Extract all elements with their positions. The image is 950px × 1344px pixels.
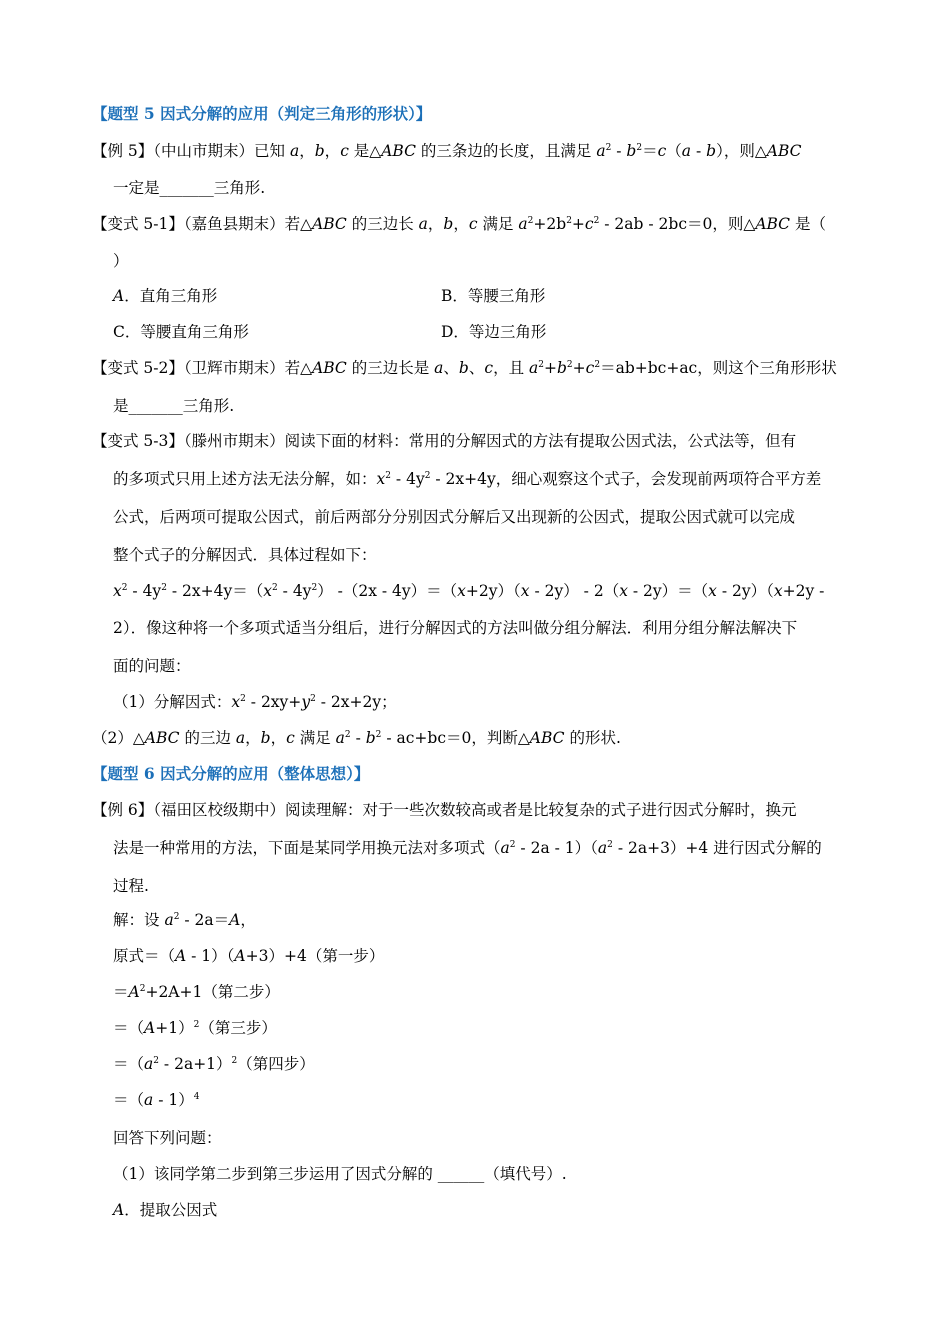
text-line: $=(A+1)^2$（第三步） (113, 1019, 277, 1037)
text-line: 原式＝（A - 1）（A+3）+4（第一步） (113, 947, 385, 965)
text-line: 【变式 5-3】（滕州市期末）阅读下面的材料：常用的分解因式的方法有提取公因式法，公式法等，但有 (92, 432, 797, 450)
text-line: 解：设 $a^2 - 2a=A$， (113, 911, 256, 929)
text-line: 【变式 5-2】（卫辉市期末）若△ABC 的三边长是 a、b、c，且 $a^2+b^2+c^2=ab+bc+ac$，则这个三角形形状 (92, 359, 837, 377)
text-line: 整个式子的分解因式．具体过程如下： (113, 546, 377, 564)
text-line: A．直角三角形 (113, 287, 218, 305)
text-line: （2）△ABC 的三边 a，b，c 满足 $a^2 - b^2 - ac+bc=0$，判断△ABC 的形状. (92, 729, 621, 747)
text-line: ） (113, 252, 129, 270)
text-line: 【例 5】（中山市期末）已知 a，b，c 是△ABC 的三条边的长度，且满足 $a^2 - b^2=c(a - b)$，则△ABC (92, 142, 802, 160)
text-line: 回答下列问题： (113, 1129, 222, 1147)
text-line: B．等腰三角形 (441, 287, 546, 305)
text-line: 是_______三角形. (113, 397, 235, 415)
text-line: 的多项式只用上述方法无法分解，如：$x^2 - 4y^2 - 2x+4y$，细心观察这个式子，会发现前两项符合平方差 (113, 470, 822, 488)
section-heading: 【题型 6 因式分解的应用（整体思想）】 (92, 764, 370, 783)
text-line: ＝（a - 1）$^4$ (113, 1091, 200, 1109)
text-line: 公式，后两项可提取公因式，前后两部分分别因式分解后又出现新的公因式，提取公因式就可以完成 (113, 508, 796, 526)
text-line: 【例 6】（福田区校级期中）阅读理解：对于一些次数较高或者是比较复杂的式子进行因式分解时，换元 (92, 801, 797, 819)
text-line: $=(a^2 - 2a+1)^2$（第四步） (113, 1055, 315, 1073)
text-line: 法是一种常用的方法，下面是某同学用换元法对多项式$(a^2 - 2a - 1)(a^2 - 2a+3)+4$ 进行因式分解的 (113, 839, 822, 857)
text-line: （1）分解因式：$x^2 - 2xy+y^2 - 2x+2y$； (113, 693, 397, 711)
text-line: 过程. (113, 877, 149, 895)
text-line: C．等腰直角三角形 (113, 323, 249, 341)
text-line: $=A^2+2A+1$（第二步） (113, 983, 280, 1001)
section-heading: 【题型 5 因式分解的应用（判定三角形的形状）】 (92, 104, 432, 123)
text-line: 2）．像这种将一个多项式适当分组后，进行分解因式的方法叫做分组分解法．利用分组分解法解决下 (113, 619, 798, 637)
text-line: 【变式 5-1】（嘉鱼县期末）若△ABC 的三边长 a，b，c 满足 $a^2+2b^2+c^2 - 2ab - 2bc=0$，则△ABC 是（ (92, 215, 826, 233)
text-line: $x^2 - 4y^2 - 2x+4y=(x^2 - 4y^2)$ -（2x - 4y）＝（x+2y）（x - 2y） - 2（x - 2y）＝（x - 2y）（x+2y - (113, 582, 825, 600)
text-line: A．提取公因式 (113, 1201, 218, 1219)
text-line: 面的问题： (113, 657, 191, 675)
text-line: D．等边三角形 (441, 323, 547, 341)
text-line: 一定是_______三角形. (113, 179, 266, 197)
text-line: （1）该同学第二步到第三步运用了因式分解的 ______（填代号）. (113, 1165, 567, 1183)
